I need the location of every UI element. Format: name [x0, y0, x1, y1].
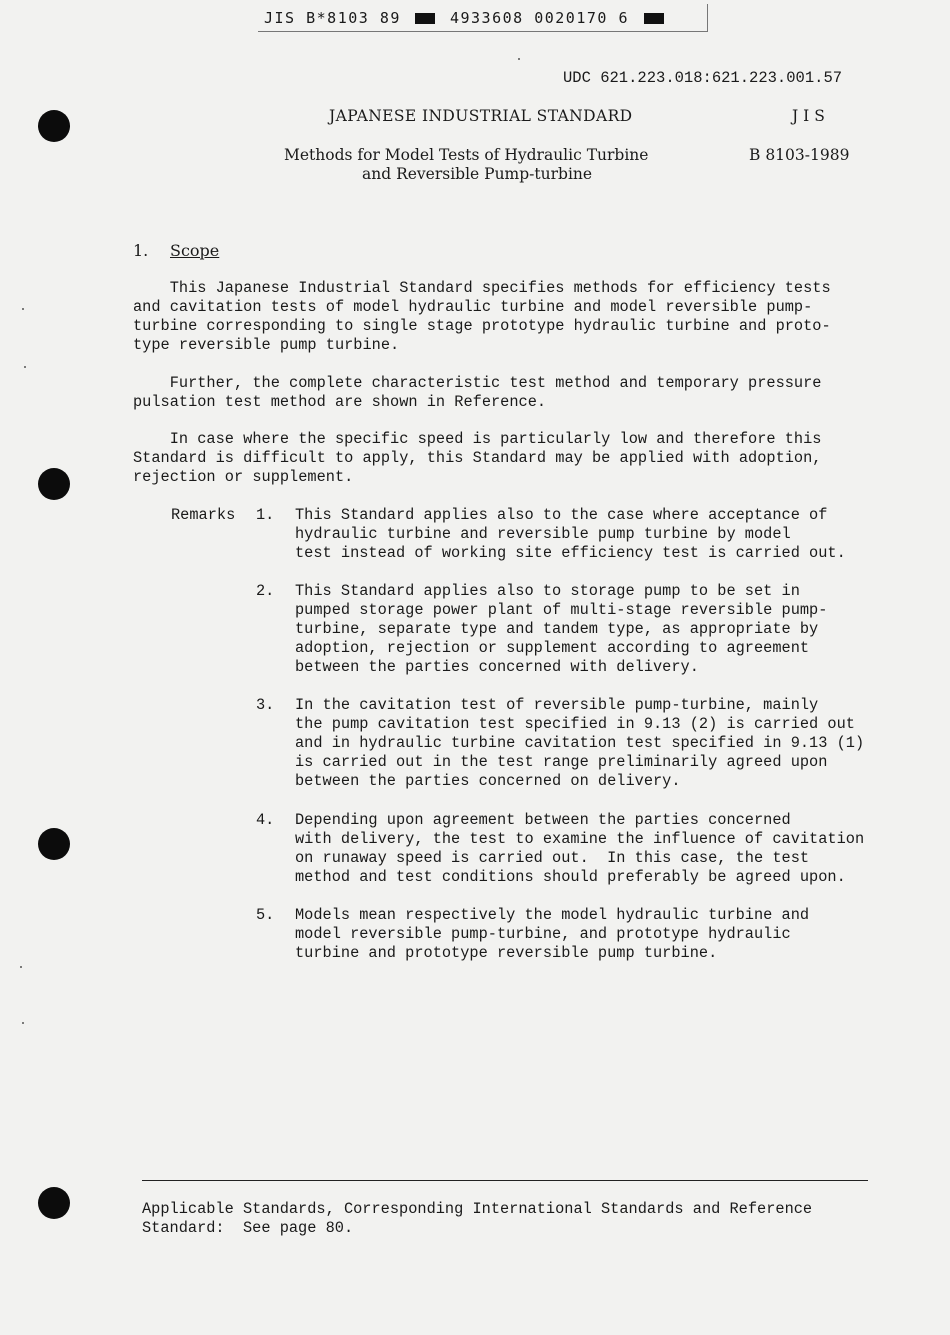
punch-hole-4	[38, 1187, 70, 1219]
remark-text-4: Depending upon agreement between the parties concerned with delivery, the test to examine the influence of cavitation on runaway speed is carried out. In this case, the test method and test conditions should preferably be agreed upon.	[295, 811, 865, 886]
scan-speck	[20, 966, 22, 968]
section-number: 1.	[133, 241, 149, 260]
scan-speck	[24, 366, 26, 368]
remark-text-5: Models mean respectively the model hydraulic turbine and model reversible pump-turbine, and prototype hydraulic turbine and prototype reversible pump turbine.	[295, 906, 810, 962]
title-line-2: and Reversible Pump-turbine	[362, 165, 593, 183]
remark-number-1: 1.	[256, 506, 275, 524]
paragraph-scope-3: In case where the specific speed is particularly low and therefore this Standard is difficult to apply, this Standard may be applied with adoption, rejection or supplement.	[133, 430, 822, 486]
footnote-applicable-standards: Applicable Standards, Corresponding International Standards and Reference Standard: See page 80.	[142, 1200, 813, 1237]
remark-text-2: This Standard applies also to storage pump to be set in pumped storage power plant of multi-stage reversible pump- turbine, separate type and tandem type, as appropriate by adoption, rejection or supplement according to agreement between the parties concerned with delivery.	[295, 582, 828, 676]
section-title: Scope	[170, 241, 220, 260]
title-line-1: Methods for Model Tests of Hydraulic Turbine	[284, 146, 649, 164]
scan-speck	[22, 308, 24, 310]
scan-speck	[22, 1022, 24, 1024]
standard-number: B 8103-1989	[749, 146, 850, 164]
punch-hole-1	[38, 110, 70, 142]
scan-header	[258, 4, 708, 32]
remark-number-2: 2.	[256, 582, 275, 600]
udc-code: UDC 621.223.018:621.223.001.57	[563, 69, 843, 87]
standard-org: JAPANESE INDUSTRIAL STANDARD	[329, 107, 633, 125]
remark-number-5: 5.	[256, 906, 275, 924]
scan-block-mark	[415, 13, 435, 24]
punch-hole-3	[38, 828, 70, 860]
paragraph-scope-1: This Japanese Industrial Standard specifies methods for efficiency tests and cavitation tests of model hydraulic turbine and model reversible pump- turbine corresponding to single stage prototype hydraulic turbine and proto- type reversible pump turbine.	[133, 279, 831, 354]
scan-header-number: 4933608 0020170 6	[449, 9, 629, 27]
footnote-rule	[142, 1180, 868, 1181]
remark-text-3: In the cavitation test of reversible pump-turbine, mainly the pump cavitation test specified in 9.13 (2) is carried out and in hydraulic turbine cavitation test specified in 9.13 (1) is carried out in the test range preliminarily agreed upon between the parties concerned on delivery.	[295, 696, 865, 790]
jis-label: J I S	[792, 107, 825, 125]
scan-speck	[518, 58, 520, 60]
scan-block-mark-end	[644, 13, 664, 24]
remark-text-1: This Standard applies also to the case where acceptance of hydraulic turbine and reversible pump turbine by model test instead of working site efficiency test is carried out.	[295, 506, 846, 562]
remark-number-4: 4.	[256, 811, 275, 829]
scan-header-code: JIS B*8103 89	[264, 9, 401, 27]
remark-number-3: 3.	[256, 696, 275, 714]
remarks-label: Remarks	[171, 506, 236, 524]
paragraph-scope-2: Further, the complete characteristic test method and temporary pressure pulsation test method are shown in Reference.	[133, 374, 822, 411]
punch-hole-2	[38, 468, 70, 500]
